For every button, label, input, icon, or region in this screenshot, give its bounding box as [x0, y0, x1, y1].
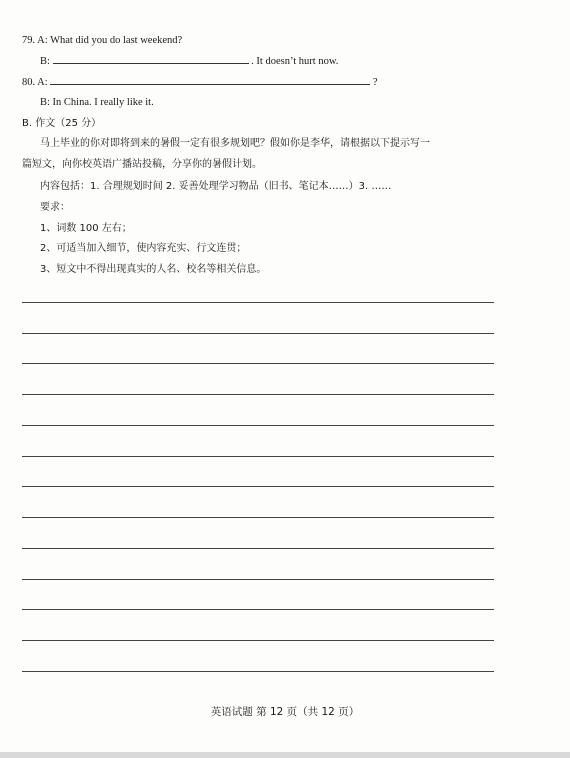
q80-question-line [22, 74, 378, 90]
writing-line[interactable] [22, 640, 494, 641]
bottom-band [0, 752, 570, 758]
writing-line[interactable] [22, 456, 494, 457]
q79-question: 79. A: What did you do last weekend? [22, 35, 183, 46]
writing-line[interactable] [22, 548, 494, 549]
q79-answer-blank[interactable] [53, 53, 249, 64]
writing-line[interactable] [22, 302, 494, 303]
writing-line[interactable] [22, 363, 494, 364]
requirement-item: 1、词数 100 左右； [40, 223, 132, 234]
writing-line[interactable] [22, 394, 494, 395]
q80-b-text: B: In China. I really like it. [40, 97, 154, 108]
essay-content-points: 内容包括：1. 合理规划时间 2. 妥善处理学习物品（旧书、笔记本……）3. …… [40, 181, 392, 192]
writing-line[interactable] [22, 425, 494, 426]
requirement-item: 3、短文中不得出现真实的人名、校名等相关信息。 [40, 264, 267, 275]
q80-a-suffix: ? [372, 77, 378, 88]
essay-prompt-line-2: 篇短文，向你校英语广播站投稿，分享你的暑假计划。 [22, 159, 262, 170]
writing-line[interactable] [22, 486, 494, 487]
essay-prompt-line-1: 马上毕业的你对即将到来的暑假一定有很多规划吧？假如你是李华，请根据以下提示写一 [40, 138, 430, 149]
section-b-title: B. 作文（25 分） [22, 118, 102, 129]
requirements-title: 要求： [40, 202, 70, 213]
writing-line[interactable] [22, 609, 494, 610]
writing-line[interactable] [22, 671, 494, 672]
writing-line[interactable] [22, 333, 494, 334]
q79-b-suffix: . It doesn’t hurt now. [251, 56, 339, 67]
q80-a-label: 80. A: [22, 77, 48, 88]
q79-b-label: B: [40, 56, 50, 67]
q80-answer-blank[interactable] [50, 74, 370, 85]
writing-line[interactable] [22, 579, 494, 580]
q79-answer-line [40, 53, 338, 69]
writing-line[interactable] [22, 517, 494, 518]
requirement-item: 2、可适当加入细节，使内容充实、行文连贯； [40, 243, 247, 254]
page-footer: 英语试题 第 12 页（共 12 页） [210, 706, 360, 718]
